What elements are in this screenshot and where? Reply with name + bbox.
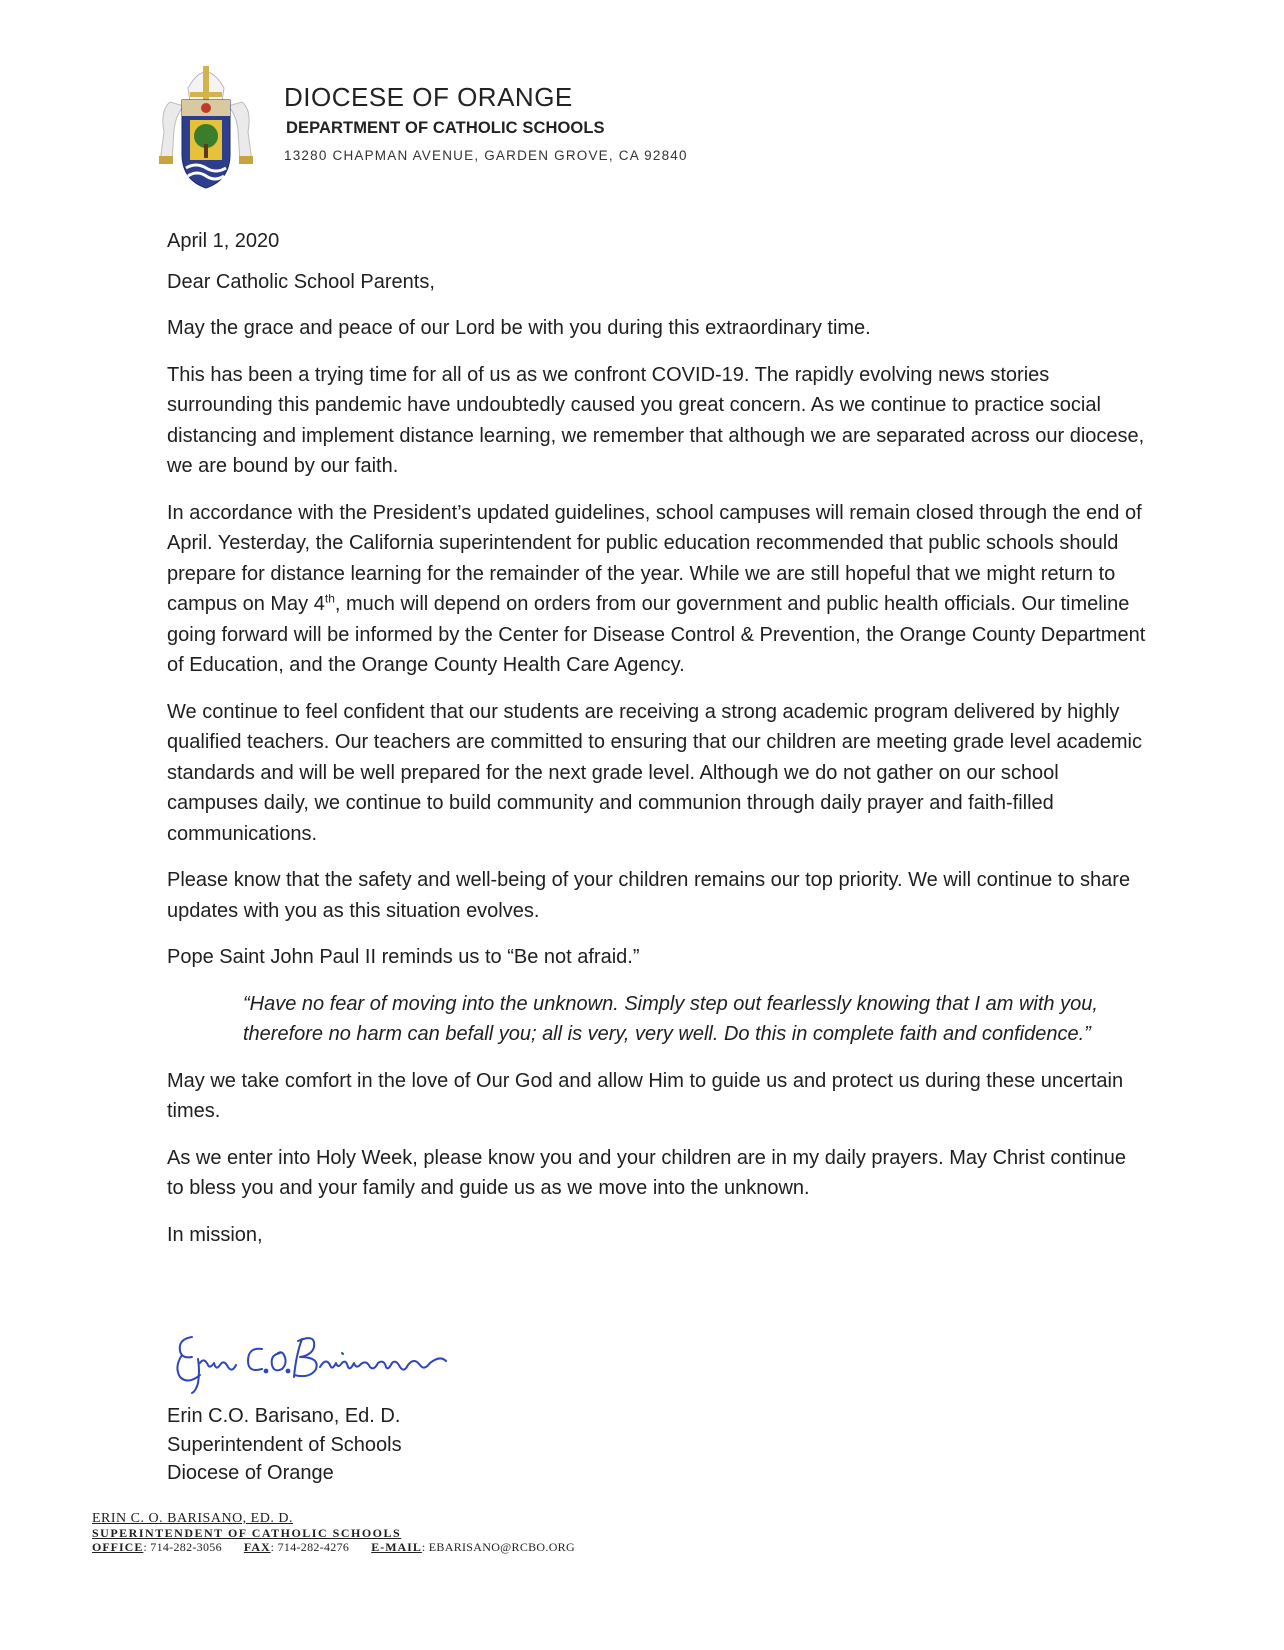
letterhead-address: 13280 CHAPMAN AVENUE, GARDEN GROVE, CA 92840	[284, 148, 688, 163]
paragraph-7: May we take comfort in the love of Our God and allow Him to guide us and protect us during these uncertain times.	[167, 1069, 1124, 1122]
paragraph-3-end: , much will depend on orders from our government and public health officials. Our timeline going forward will be informed by the Center for Disease Control & Prevention, the Orange County Department of Education, and the Orange County Health Care Agency.	[167, 593, 1146, 676]
paragraph-3-start: In accordance with the President’s updated guidelines, school campuses will remain closed through the end of April. Yesterday, the California superintendent for public education recommended that public schools should prepare for distance learning for the remainder of the year. While we are still hopeful that we might return to campus on May 4	[167, 501, 1142, 615]
paragraph-5: Please know that the safety and well-being of your children remains our top priority. We will continue to share updates with you as this situation evolves.	[167, 869, 1131, 922]
block-quote: “Have no fear of moving into the unknown. Simply step out fearlessly knowing that I am with you, therefore no harm can befall you; all is very, very well. Do this in complete faith and confidence.”	[243, 992, 1098, 1045]
paragraph-1: May the grace and peace of our Lord be with you during this extraordinary time.	[167, 317, 871, 339]
paragraph-4: We continue to feel confident that our students are receiving a strong academic program delivered by highly qualified teachers. Our teachers are committed to ensuring that our children are meeting grade level academic standards and will be well prepared for the next grade level. Although we do not gather on our school campuses daily, we continue to build community and communion through daily prayer and faith-filled communications.	[167, 700, 1142, 845]
salutation: Dear Catholic School Parents,	[167, 270, 435, 293]
signature-block	[167, 1402, 402, 1488]
signer-name: Erin C.O. Barisano, Ed. D.	[167, 1405, 401, 1427]
paragraph-2: This has been a trying time for all of us as we confront COVID-19. The rapidly evolving news stories surrounding this pandemic have undoubtedly caused you great concern. As we continue to practice social distancing and implement distance learning, we remember that although we are separated across our diocese, we are bound by our faith.	[167, 363, 1145, 477]
footer	[92, 1512, 575, 1554]
signer-title: Superintendent of Schools	[167, 1433, 402, 1456]
letterhead-department: DEPARTMENT OF CATHOLIC SCHOOLS	[286, 119, 605, 137]
paragraph-3	[167, 498, 1147, 681]
paragraph-6: Pope Saint John Paul II reminds us to “Be not afraid.”	[167, 946, 640, 968]
footer-title: SUPERINTENDENT OF CATHOLIC SCHOOLS	[92, 1526, 402, 1540]
letter-body	[167, 226, 1147, 1266]
closing: In mission,	[167, 1223, 263, 1246]
fax-number: : 714-282-4276	[270, 1540, 350, 1554]
email-address[interactable]: : EBARISANO@RCBO.ORG	[421, 1540, 575, 1554]
footer-name: ERIN C. O. BARISANO, ED. D.	[92, 1511, 293, 1526]
letter-date: April 1, 2020	[167, 230, 280, 252]
paragraph-8: As we enter into Holy Week, please know you and your children are in my daily prayers. May Christ continue to bless you and your family and guide us as we move into the unknown.	[167, 1146, 1126, 1199]
signer-org: Diocese of Orange	[167, 1462, 334, 1484]
letterhead-title: DIOCESE OF ORANGE	[284, 82, 573, 112]
diocese-crest-icon	[150, 58, 262, 190]
office-phone: : 714-282-3056	[143, 1540, 222, 1554]
fax-label: FAX	[243, 1540, 271, 1554]
office-label: OFFICE	[92, 1540, 144, 1554]
footer-contacts	[92, 1540, 575, 1554]
email-label: E-MAIL	[371, 1540, 422, 1554]
handwritten-signature	[170, 1325, 480, 1395]
ordinal-suffix: th	[324, 591, 335, 606]
